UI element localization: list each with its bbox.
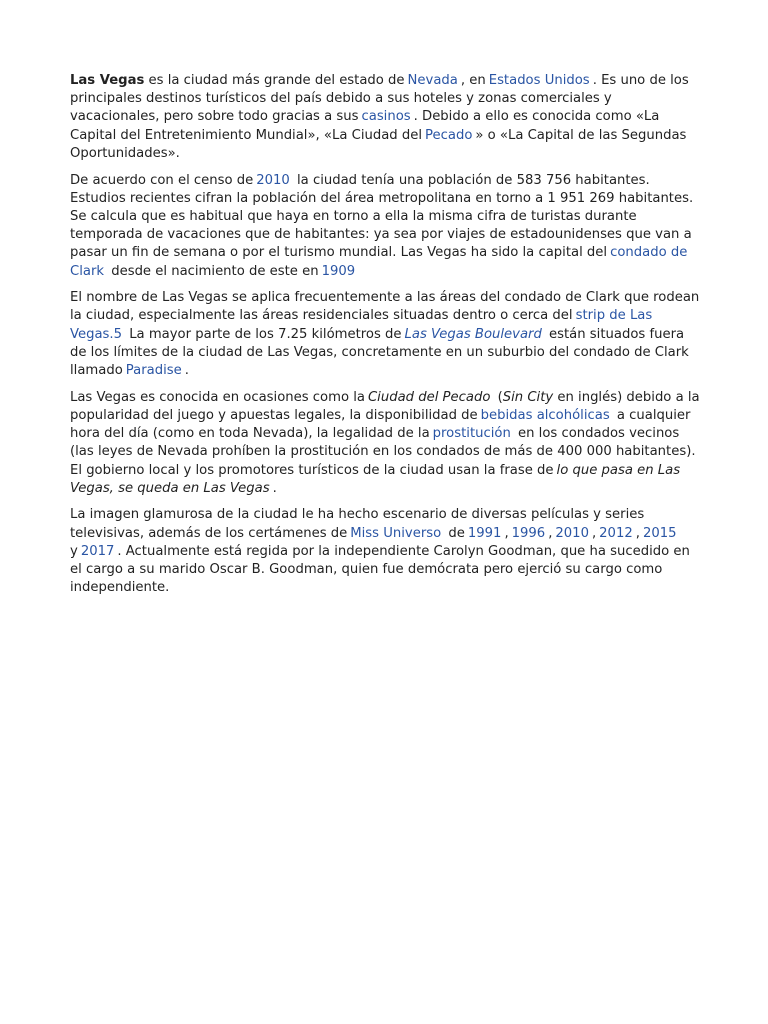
link-2010[interactable]: 2010: [256, 172, 290, 188]
link-paradise[interactable]: Paradise: [125, 363, 182, 379]
link-estados-unidos[interactable]: Estados Unidos: [488, 73, 590, 88]
text: la ciudad tenía una población de 583 756 habitantes. Estudios recientes cifran la población del área metropolitana en torno a 1 951 269 habitantes. Se calcula que es habitual que haya en torno a ella la misma cifra de turistas durante temporada de vacaciones que de habitantes: ya sea por viajes de estadounidenses que van a pasar un fin de semana o por el turismo mundial. Las Vegas ha sido la capital del: [70, 172, 694, 261]
link-casinos[interactable]: casinos: [361, 109, 411, 125]
italic-motto: lo que pasa en Las Vegas, se queda en Las Vegas: [70, 462, 681, 496]
text: en los condados vecinos (las leyes de Nevada prohíben la prostitución en los condados de más de 400 000 habitantes). El gobierno local y los promotores turísticos de la ciudad usan la frase de: [70, 426, 696, 478]
text: De acuerdo con el censo de: [70, 172, 254, 188]
text: . Es uno de los principales destinos turísticos del país debido a sus hoteles y zonas comerciales y vacacionales, pero sobre todo gracias a sus: [70, 73, 689, 125]
italic-sin-city: Sin City: [502, 389, 554, 405]
text: . Actualmente está regida por la independiente Carolyn Goodman, que ha sucedido en el cargo a su marido Oscar B. Goodman, quien fue demócrata pero ejerció su cargo como independiente.: [70, 543, 690, 596]
link-nevada[interactable]: Nevada: [407, 73, 458, 88]
text: , en: [460, 73, 486, 88]
paragraph-glamour: [70, 506, 700, 597]
link-prostitucion[interactable]: prostitución: [432, 426, 511, 442]
link-1996[interactable]: 1996: [511, 525, 546, 541]
text: La mayor parte de los 7.25 kilómetros de: [125, 326, 402, 342]
text: están situados fuera de los límites de la ciudad de Las Vegas, concretamente en un suburbio del condado de Clark llamado: [70, 326, 689, 379]
comma: ,: [635, 525, 640, 541]
paragraph-census: [70, 172, 700, 281]
comma: ,: [591, 525, 597, 541]
link-bebidas-alcoholicas[interactable]: bebidas alcohólicas: [480, 407, 610, 423]
text: .: [272, 480, 277, 496]
link-2017[interactable]: 2017: [80, 543, 115, 559]
text: (: [493, 389, 503, 405]
text: en inglés) debido a la popularidad del juego y apuestas legales, la disponibilidad de: [70, 389, 700, 423]
link-text: Las Vegas Boulevard: [404, 326, 542, 342]
link-miss-universo[interactable]: Miss Universo: [350, 525, 442, 541]
text: El nombre de Las Vegas se aplica frecuentemente a las áreas del condado de Clark que rodean la ciudad, especialmente las áreas residenciales situadas dentro o cerca del: [70, 290, 700, 324]
text: y: [70, 543, 78, 559]
link-2015[interactable]: 2015: [642, 525, 677, 541]
article-body: [70, 72, 700, 606]
text: » o «La Capital de las Segundas Oportunidades».: [70, 127, 687, 161]
comma: ,: [548, 525, 553, 541]
paragraph-intro: [70, 72, 700, 163]
italic-ciudad-del-pecado: Ciudad del Pecado: [367, 389, 491, 405]
link-1909[interactable]: 1909: [321, 263, 356, 279]
link-2012[interactable]: 2012: [599, 525, 633, 541]
text: .: [184, 363, 189, 379]
link-pecado[interactable]: Pecado: [425, 127, 473, 143]
paragraph-sin-city: [70, 389, 700, 498]
text: desde el nacimiento de este en: [107, 263, 319, 279]
text: es la ciudad más grande del estado de: [144, 73, 405, 88]
text: Las Vegas es conocida en ocasiones como la: [70, 389, 365, 405]
comma: ,: [504, 525, 509, 541]
link-las-vegas-boulevard[interactable]: [402, 327, 545, 342]
article-subject: Las Vegas: [70, 73, 145, 88]
link-condado-de-clark[interactable]: condado de Clark: [70, 245, 688, 279]
text: . Debido a ello es conocida como «La Capital del Entretenimiento Mundial», «La Ciudad del: [70, 109, 660, 143]
link-1991[interactable]: 1991: [467, 525, 502, 541]
paragraph-name: [70, 289, 700, 380]
text: de: [444, 525, 465, 541]
text: La imagen glamurosa de la ciudad le ha hecho escenario de diversas películas y series televisivas, además de los certámenes de: [70, 507, 645, 541]
link-2010-miss[interactable]: 2010: [555, 525, 589, 541]
text: a cualquier hora del día (como en toda Nevada), la legalidad de la: [70, 407, 691, 442]
link-strip-de-las-vegas[interactable]: strip de Las Vegas.5: [70, 308, 653, 342]
